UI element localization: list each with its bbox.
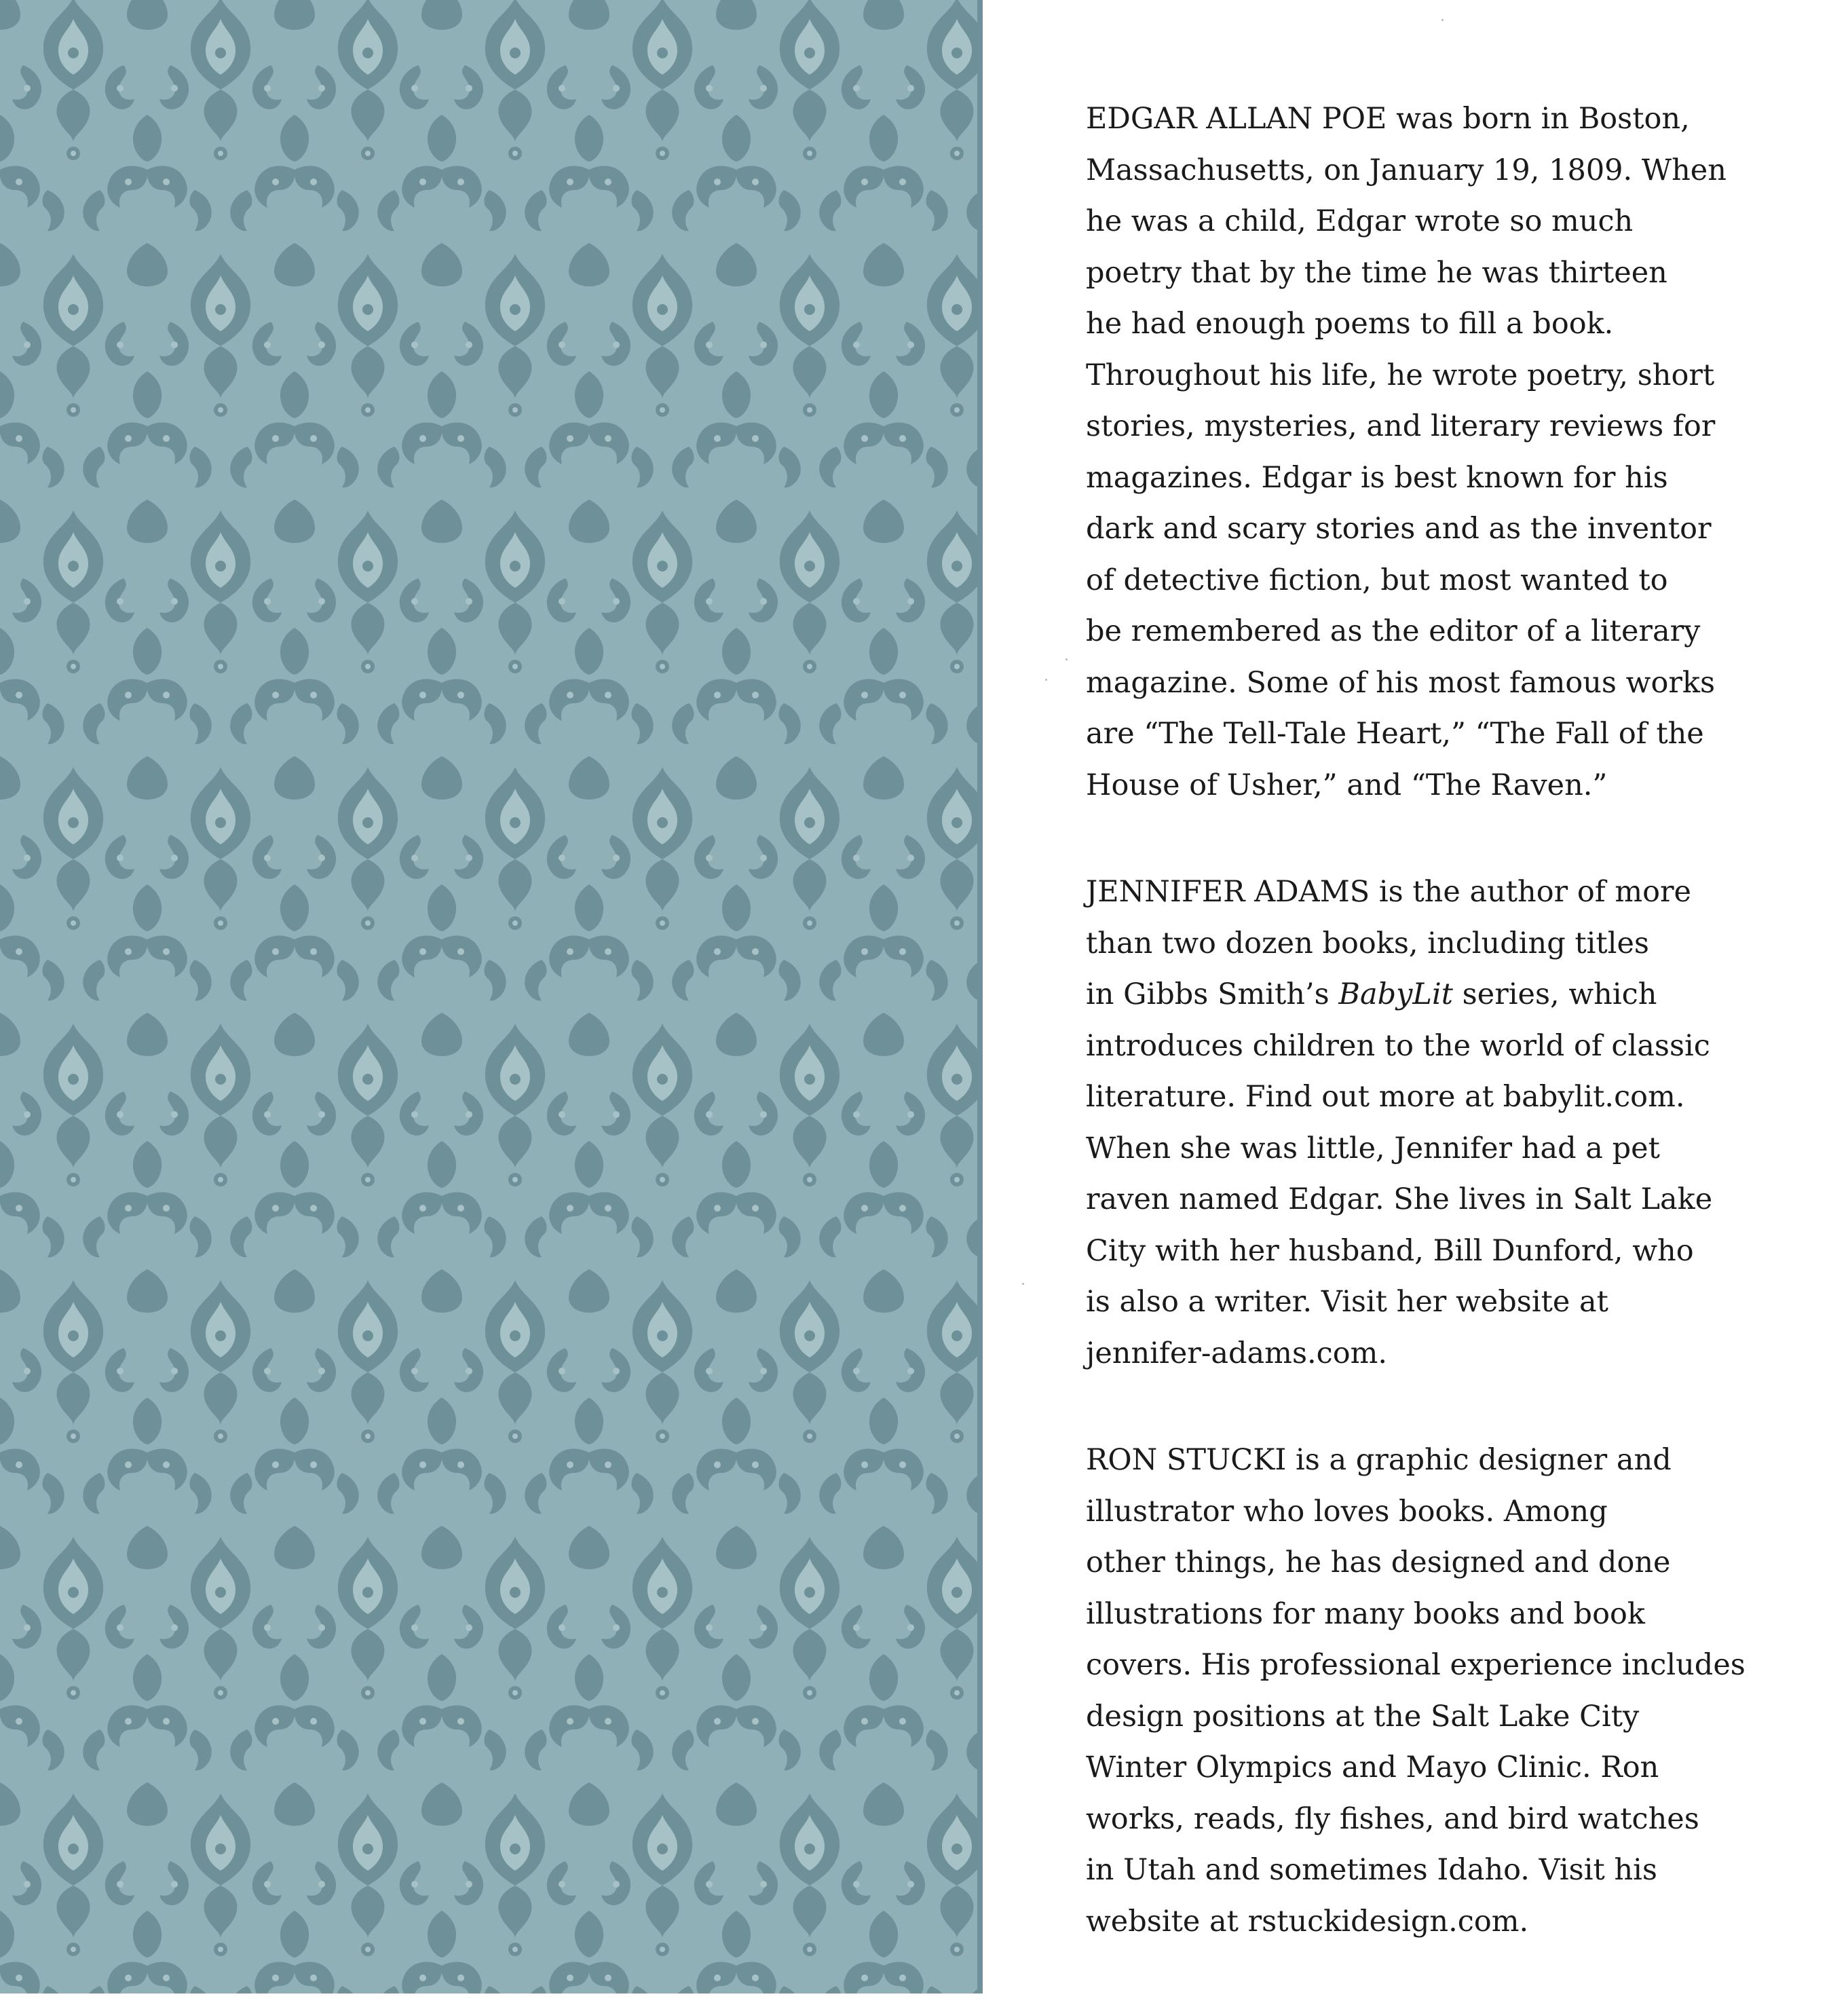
scan-speck [1045, 679, 1047, 681]
bio-line: Throughout his life, he wrote poetry, short [1086, 358, 1715, 392]
bio-line: he was a child, Edgar wrote so much [1086, 204, 1634, 238]
bio-line: in Gibbs Smith’s BabyLit series, which [1086, 977, 1657, 1011]
bio-line: illustrations for many books and book [1086, 1596, 1645, 1631]
bio-jennifer-adams [1086, 867, 1832, 1379]
bio-line: of detective fiction, but most wanted to [1086, 563, 1668, 597]
bio-line: jennifer-adams.com. [1086, 1336, 1388, 1370]
bio-line: website at rstuckidesign.com. [1086, 1904, 1529, 1939]
bio-line: City with her husband, Bill Dunford, who [1086, 1233, 1694, 1268]
author-bios-page [983, 0, 1848, 1993]
bio-line: raven named Edgar. She lives in Salt Lake [1086, 1182, 1713, 1216]
bio-line: House of Usher,” and “The Raven.” [1086, 768, 1608, 802]
bio-line: EDGAR ALLAN POE was born in Boston, [1086, 102, 1690, 136]
bio-line: he had enough poems to fill a book. [1086, 307, 1614, 341]
bio-line: Winter Olympics and Mayo Clinic. Ron [1086, 1751, 1659, 1784]
bio-line: literature. Find out more at babylit.com. [1086, 1080, 1685, 1114]
scan-speck [1022, 1283, 1024, 1285]
bio-line: in Utah and sometimes Idaho. Visit his [1086, 1853, 1657, 1887]
bios-container [1086, 94, 1832, 2003]
scan-speck [1066, 658, 1068, 660]
bio-line: are “The Tell-Tale Heart,” “The Fall of the [1086, 717, 1704, 751]
cover-edge-shadow [977, 0, 983, 1993]
bio-line: is also a writer. Visit her website at [1086, 1285, 1608, 1319]
bio-line: When she was little, Jennifer had a pet [1086, 1131, 1660, 1165]
bio-ron-stucki [1086, 1435, 1832, 1947]
bio-line: JENNIFER ADAMS is the author of more [1086, 875, 1691, 909]
bio-line: works, reads, fly fishes, and bird watches [1086, 1801, 1699, 1836]
bio-line: introduces children to the world of classic [1086, 1028, 1710, 1063]
bio-line: stories, mysteries, and literary reviews for [1086, 409, 1716, 443]
bio-line: poetry that by the time he was thirteen [1086, 255, 1667, 290]
series-title: BabyLit [1338, 977, 1454, 1011]
bio-line: magazines. Edgar is best known for his [1086, 460, 1668, 495]
bio-line: than two dozen books, including titles [1086, 926, 1649, 960]
bio-line: RON STUCKI is a graphic designer and [1086, 1443, 1672, 1477]
bio-line: covers. His professional experience includes [1086, 1648, 1746, 1682]
scan-speck [1441, 19, 1444, 21]
bio-line: be remembered as the editor of a literary [1086, 614, 1701, 648]
bio-line: dark and scary stories and as the inventor [1086, 512, 1712, 546]
bio-line: Massachusetts, on January 19, 1809. When [1086, 153, 1727, 187]
bio-line: illustrator who loves books. Among [1086, 1494, 1608, 1529]
bio-line: other things, he has designed and done [1086, 1546, 1671, 1579]
bio-line: design positions at the Salt Lake City [1086, 1699, 1640, 1734]
bio-line: magazine. Some of his most famous works [1086, 665, 1716, 700]
bio-edgar-allan-poe [1086, 94, 1832, 811]
